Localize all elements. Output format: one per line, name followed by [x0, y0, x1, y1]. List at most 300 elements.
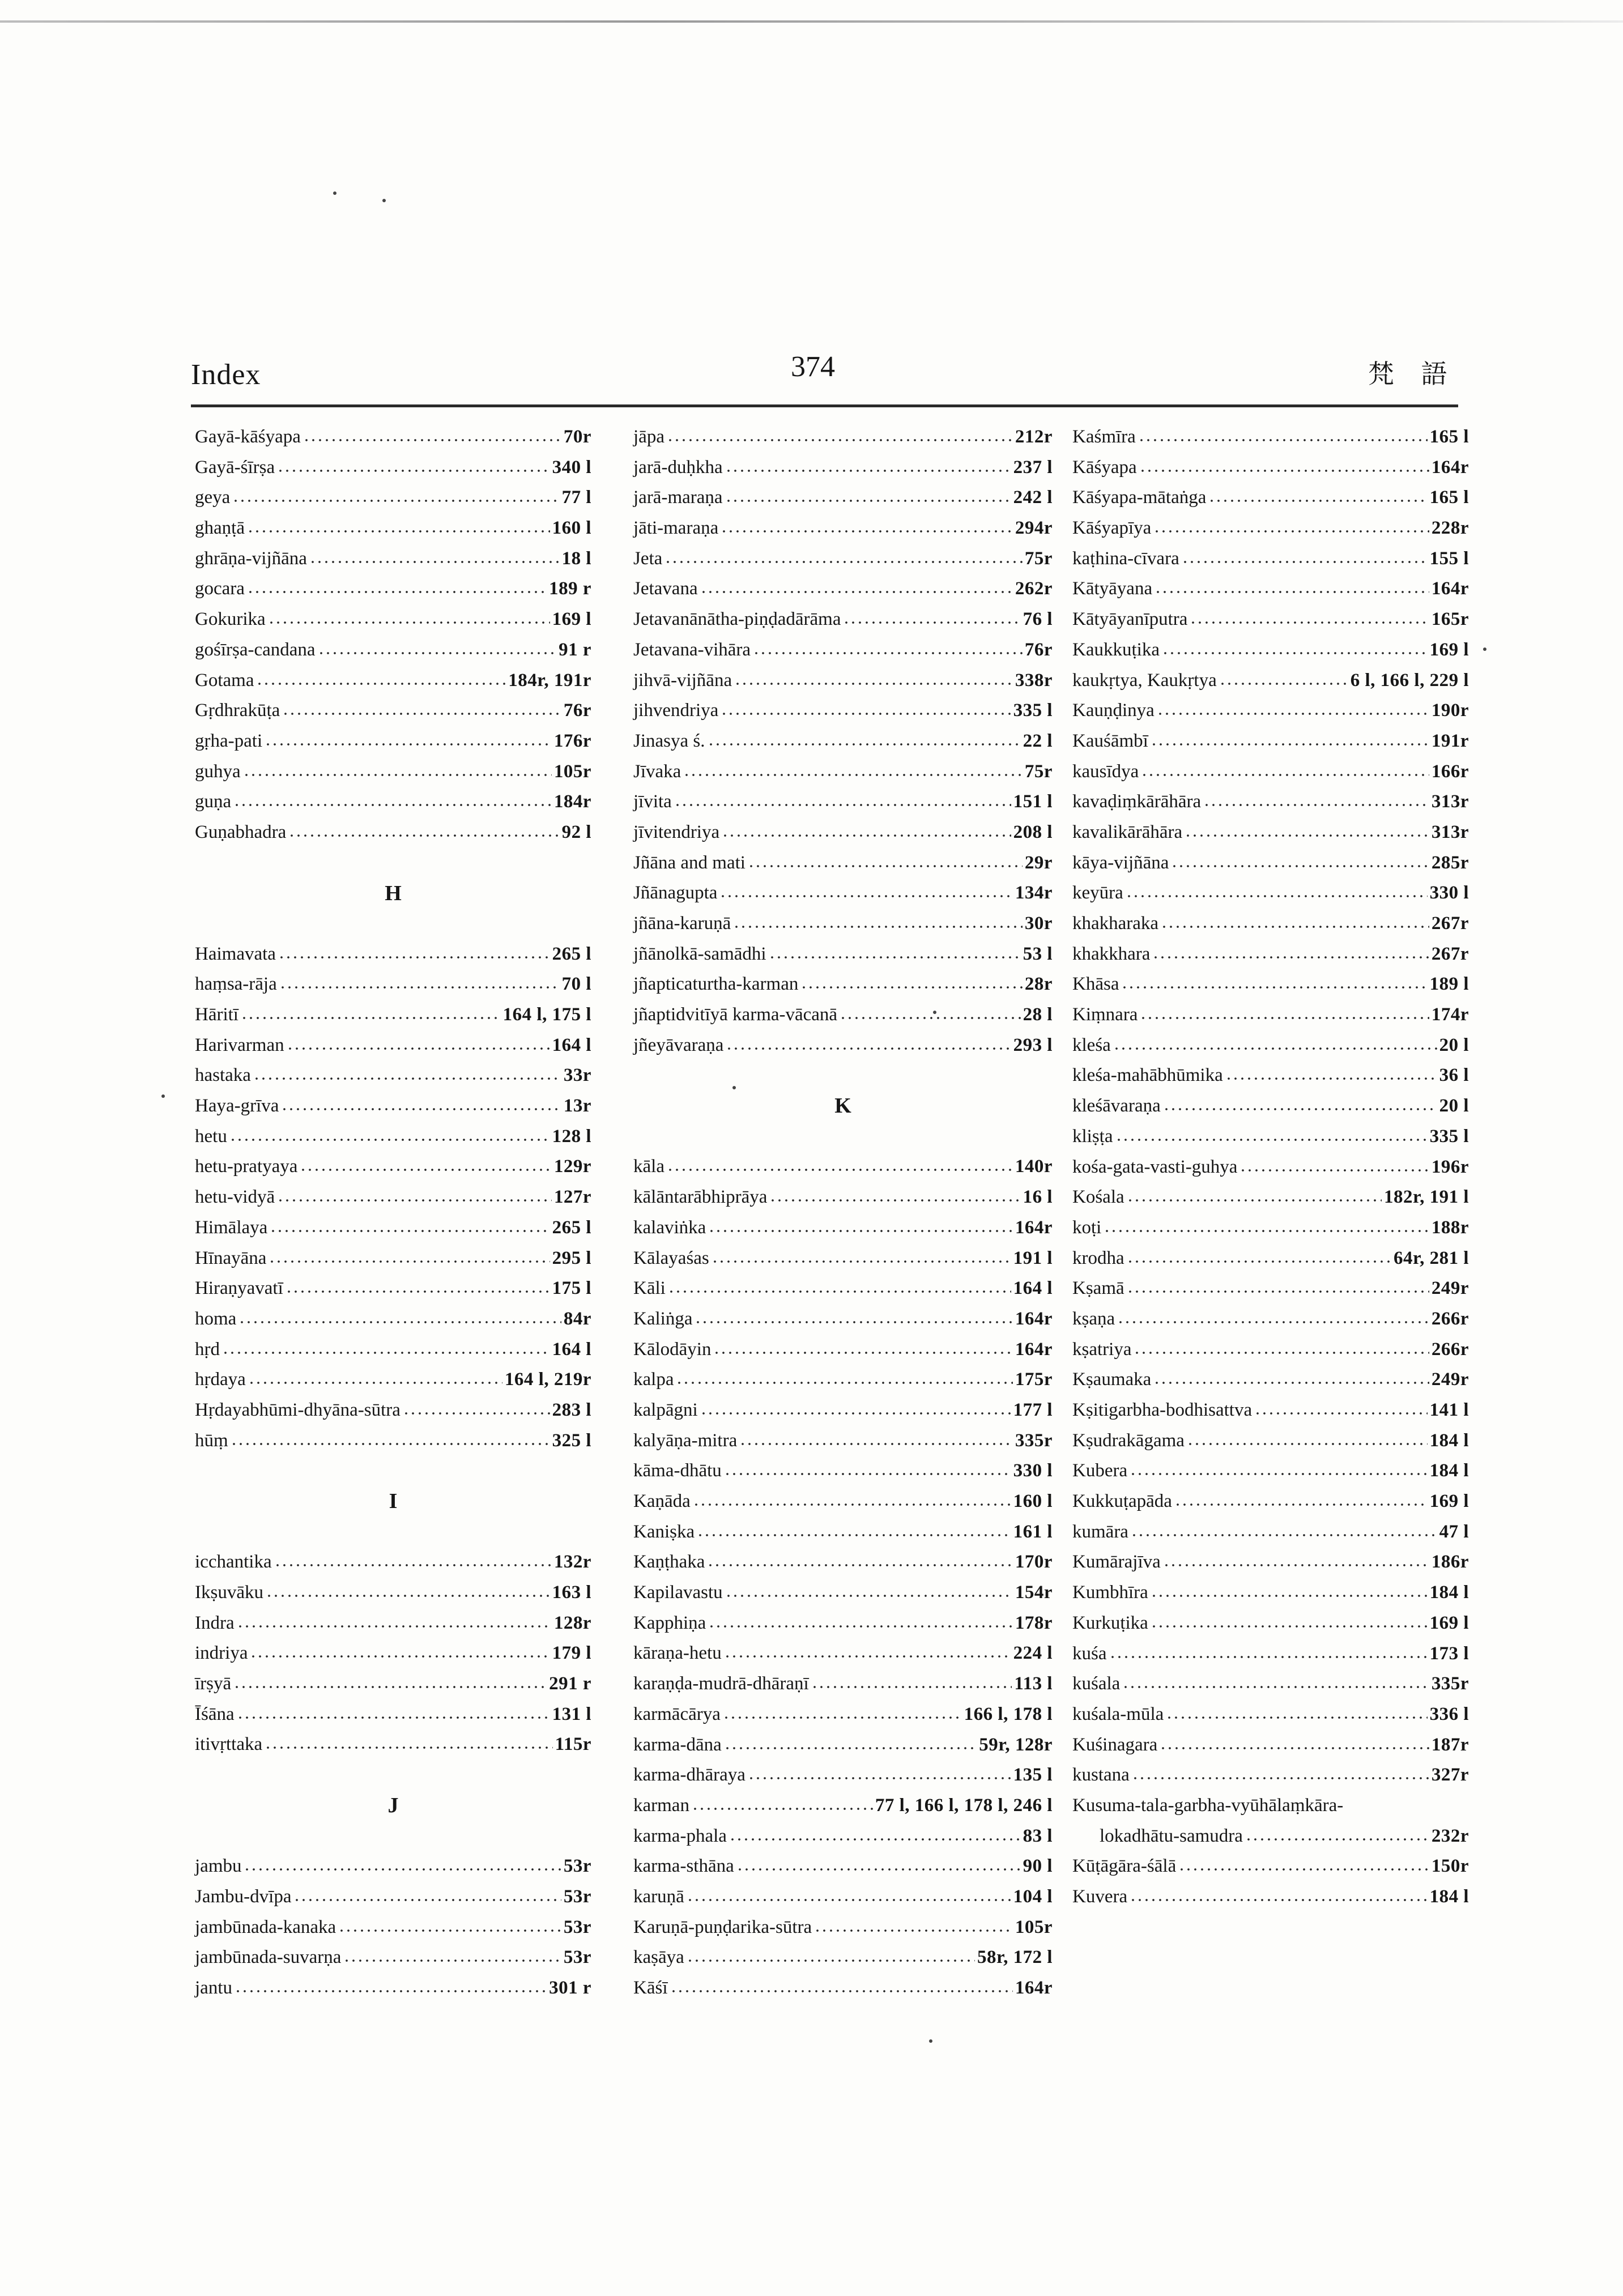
index-entry: [1072, 1851, 1469, 1882]
index-term: karma-phala: [633, 1825, 727, 1846]
dot-leader: [674, 788, 1011, 807]
index-page-ref: 184 l: [1429, 1430, 1469, 1451]
dot-leader: [1121, 970, 1427, 990]
index-page-ref: 182r, 191 l: [1383, 1187, 1469, 1208]
dot-leader: [725, 484, 1011, 503]
index-term: lokadhātu-samudra: [1100, 1825, 1243, 1846]
index-term: Kāli: [633, 1278, 666, 1299]
index-entry: [195, 604, 591, 635]
index-entry: [633, 1973, 1053, 2004]
index-term: Kośala: [1072, 1187, 1124, 1208]
dot-leader: [1157, 697, 1429, 716]
dot-leader: [293, 1883, 561, 1902]
index-entry: [1072, 1547, 1469, 1578]
index-page-ref: 184 l: [1429, 1582, 1469, 1603]
index-entry: [195, 1243, 591, 1274]
index-entry: [195, 1091, 591, 1122]
index-term: Kapphiṇa: [633, 1612, 706, 1633]
dot-leader: [1187, 1427, 1428, 1446]
index-page-ref: 327r: [1431, 1765, 1469, 1786]
index-page-ref: 53r: [563, 1916, 591, 1937]
index-page-ref: 164r: [1015, 1308, 1053, 1329]
index-entry: [1072, 513, 1469, 544]
index-entry: [1072, 1760, 1469, 1791]
group-i: [195, 1547, 591, 1760]
index-entry: [633, 1851, 1053, 1882]
index-term: Harivarman: [195, 1034, 284, 1055]
index-page-ref: 175r: [1015, 1369, 1053, 1390]
dot-leader: [719, 879, 1012, 898]
dot-leader: [713, 1336, 1012, 1355]
dot-leader: [736, 1852, 1021, 1872]
index-page-ref: 294r: [1015, 518, 1053, 539]
index-page-ref: 140r: [1015, 1156, 1053, 1177]
index-term: Kṣitigarbha-bodhisattva: [1072, 1400, 1253, 1420]
index-page-ref: 335r: [1015, 1430, 1053, 1451]
index-term: kausīdya: [1072, 761, 1139, 782]
dot-leader: [287, 1032, 550, 1051]
index-page-ref: 175 l: [552, 1278, 591, 1299]
index-entry: [195, 1547, 591, 1578]
index-term: jambūnada-suvarṇa: [195, 1947, 342, 1968]
dot-leader: [1130, 1457, 1427, 1476]
index-term: kaukṛtya, Kaukṛtya: [1072, 670, 1217, 691]
index-entry: [195, 696, 591, 726]
index-term: Jīvaka: [633, 761, 681, 782]
index-entry: [195, 453, 591, 483]
dot-leader: [1151, 1609, 1428, 1629]
index-page-ref: 22 l: [1023, 730, 1053, 751]
index-page-ref: 91 r: [559, 639, 591, 660]
index-entry: [633, 1943, 1053, 1973]
index-entry: [195, 1638, 591, 1669]
index-term: karuṇā: [633, 1886, 684, 1907]
index-term: Kāśyapīya: [1072, 518, 1152, 539]
index-term: kuśala: [1072, 1673, 1121, 1694]
dot-leader: [247, 514, 550, 534]
dot-leader: [1254, 1396, 1427, 1416]
index-page-ref: 237 l: [1013, 457, 1053, 478]
index-entry: [195, 1851, 591, 1882]
index-term: itivṛttaka: [195, 1734, 263, 1755]
dot-leader: [708, 1609, 1013, 1629]
index-entry: [1072, 1060, 1469, 1091]
index-term: hastaka: [195, 1065, 251, 1086]
index-term: hṛd: [195, 1339, 220, 1360]
index-entry: [633, 666, 1053, 696]
index-entry: [1072, 696, 1469, 726]
index-term: koṭi: [1072, 1217, 1102, 1238]
index-term: Kaśmīra: [1072, 427, 1136, 447]
index-page-ref: 28 l: [1023, 1004, 1053, 1025]
index-page-ref: 325 l: [552, 1430, 591, 1451]
dot-leader: [1109, 1640, 1428, 1659]
index-entry: [195, 635, 591, 666]
index-page-ref: 154r: [1015, 1582, 1053, 1603]
index-entry: [1072, 1578, 1469, 1608]
index-page-ref: 160 l: [552, 518, 591, 539]
dot-leader: [1153, 1366, 1429, 1385]
group-g: [195, 422, 591, 848]
index-term: Gokurika: [195, 609, 266, 630]
index-term: keyūra: [1072, 883, 1123, 904]
index-entry: [195, 1426, 591, 1456]
index-term: Haimavata: [195, 943, 276, 964]
dot-leader: [1163, 1092, 1437, 1111]
dot-leader: [721, 514, 1013, 534]
dot-leader: [300, 1153, 551, 1172]
index-entry: [633, 1365, 1053, 1395]
dot-leader: [231, 1427, 550, 1446]
index-column-3: [1072, 422, 1469, 1912]
index-page-ref: 170r: [1015, 1552, 1053, 1573]
index-term: hetu-pratyaya: [195, 1156, 298, 1177]
index-entry: [633, 848, 1053, 879]
index-page-ref: 164r: [1015, 1339, 1053, 1360]
index-entry: [1072, 848, 1469, 879]
index-page-ref: 335 l: [1429, 1126, 1469, 1147]
dot-leader: [270, 1214, 549, 1233]
index-entry: [195, 544, 591, 574]
index-term: Karuṇā-puṇḍarika-sūtra: [633, 1916, 812, 1937]
index-page-ref: 104 l: [1013, 1886, 1053, 1907]
dot-leader: [238, 1305, 561, 1324]
index-term: kāya-vijñāna: [1072, 852, 1169, 873]
index-entry: [633, 1395, 1053, 1426]
index-term: karma-sthāna: [633, 1856, 734, 1877]
index-page-ref: 53r: [563, 1947, 591, 1968]
index-term: homa: [195, 1308, 237, 1329]
index-entry: [633, 483, 1053, 513]
dot-leader: [247, 575, 547, 594]
index-entry: [633, 1730, 1053, 1761]
index-page-ref: 20 l: [1439, 1096, 1469, 1117]
index-term: Hīnayāna: [195, 1247, 267, 1268]
index-term: karman: [633, 1795, 689, 1816]
dot-leader: [667, 1153, 1013, 1172]
index-page-ref: 169 l: [552, 609, 591, 630]
index-page-ref: 76 l: [1023, 609, 1053, 630]
index-term: Guṇabhadra: [195, 821, 287, 842]
index-term: Kaṇṭhaka: [633, 1552, 705, 1573]
index-page-ref: 132r: [553, 1552, 591, 1573]
index-entry: [633, 1608, 1053, 1639]
dot-leader: [1127, 1245, 1391, 1264]
index-entry: [195, 1304, 591, 1335]
dot-leader: [1239, 1153, 1429, 1173]
index-term: jarā-maraṇa: [633, 487, 723, 508]
dot-leader: [664, 545, 1023, 564]
index-entry: [633, 422, 1053, 453]
index-entry: [195, 483, 591, 513]
index-page-ref: 293 l: [1013, 1034, 1053, 1055]
index-page-ref: 134r: [1015, 883, 1053, 904]
group-h: [195, 939, 591, 1456]
index-term: kuśala-mūla: [1072, 1703, 1164, 1724]
index-term: gocara: [195, 578, 245, 599]
index-entry: [633, 513, 1053, 544]
index-page-ref: 266r: [1431, 1339, 1469, 1360]
index-entry: [195, 574, 591, 604]
index-term: jāpa: [633, 427, 664, 447]
index-term: icchantika: [195, 1552, 272, 1573]
index-page-ref: 184r: [553, 791, 591, 812]
index-term: Kapilavastu: [633, 1582, 723, 1603]
index-page-ref: 76r: [1024, 639, 1053, 660]
index-page-ref: 92 l: [561, 821, 591, 842]
index-page-ref: 291 r: [549, 1673, 591, 1694]
index-page-ref: 340 l: [552, 457, 591, 478]
index-page-ref: 189 l: [1429, 974, 1469, 995]
index-term: kumāra: [1072, 1521, 1128, 1542]
index-page-ref: 267r: [1431, 943, 1469, 964]
dot-leader: [769, 940, 1021, 960]
dot-leader: [277, 1183, 552, 1203]
index-page-ref: 285r: [1431, 852, 1469, 873]
index-term: Gṛdhrakūṭa: [195, 700, 280, 721]
dot-leader: [243, 758, 552, 777]
index-entry: [1072, 1456, 1469, 1486]
index-term: kleśāvaraṇa: [1072, 1096, 1161, 1117]
index-page-ref: 75r: [1024, 761, 1053, 782]
index-entry: [1072, 787, 1469, 817]
index-page-ref: 90 l: [1023, 1856, 1053, 1877]
index-page-ref: 265 l: [552, 1217, 591, 1238]
index-term: Kauṇḍinya: [1072, 700, 1155, 721]
index-term: Kālayaśas: [633, 1247, 709, 1268]
dot-leader: [1104, 1214, 1429, 1233]
index-page-ref: 191 l: [1013, 1247, 1053, 1268]
dot-leader: [343, 1944, 561, 1963]
index-term: jantu: [195, 1977, 232, 1998]
index-term: kalpa: [633, 1369, 674, 1390]
index-entry: [1072, 817, 1469, 848]
index-term: kleśa-mahābhūmika: [1072, 1065, 1223, 1086]
index-term: jambūnada-kanaka: [195, 1916, 336, 1937]
index-page-ref: 58r, 172 l: [977, 1947, 1053, 1968]
index-page-ref: 266r: [1431, 1308, 1469, 1329]
index-entry: [195, 1882, 591, 1912]
dot-leader: [1153, 514, 1429, 534]
dot-leader: [1138, 423, 1428, 442]
index-term: kalaviṅka: [633, 1217, 706, 1238]
index-entry: [633, 1182, 1053, 1213]
dot-leader: [1140, 1001, 1429, 1020]
index-page-ref: 184 l: [1429, 1460, 1469, 1481]
index-term: kṣatriya: [1072, 1339, 1132, 1360]
index-page-ref: 228r: [1431, 518, 1469, 539]
index-page-ref: 242 l: [1013, 487, 1053, 508]
index-page-ref: 77 l, 166 l, 178 l, 246 l: [875, 1795, 1053, 1816]
index-entry: [633, 1152, 1053, 1182]
index-entry: [633, 1821, 1053, 1852]
dot-leader: [729, 1822, 1021, 1842]
dot-leader: [667, 423, 1013, 442]
index-page-ref: 164 l, 219r: [504, 1369, 591, 1390]
index-term: kāma-dhātu: [633, 1460, 722, 1481]
dot-leader: [303, 423, 561, 442]
dot-leader: [734, 667, 1013, 686]
index-page-ref: 283 l: [552, 1399, 591, 1420]
index-entry: [195, 422, 591, 453]
dot-leader: [1208, 484, 1427, 503]
index-entry: [195, 757, 591, 787]
index-term: Himālaya: [195, 1217, 268, 1238]
index-page-ref: 84r: [563, 1308, 591, 1329]
page-number: 374: [791, 351, 835, 383]
index-page-ref: 178r: [1015, 1612, 1053, 1633]
dot-leader: [1131, 1518, 1437, 1537]
index-term: Jñāna and mati: [633, 852, 746, 873]
dot-leader: [814, 1914, 1013, 1933]
index-page-ref: 30r: [1024, 913, 1053, 934]
index-entry: [1072, 1091, 1469, 1122]
index-entry: [633, 1669, 1053, 1699]
dot-leader: [1155, 575, 1429, 594]
index-page-ref: 165 l: [1429, 487, 1469, 508]
index-entry: [195, 1030, 591, 1061]
index-term: Kaliṅga: [633, 1308, 693, 1329]
index-term: Gayā-kāśyapa: [195, 427, 301, 447]
index-entry: [1072, 1000, 1469, 1030]
index-page-ref: 53 l: [1023, 943, 1053, 964]
index-entry: [1072, 1791, 1469, 1821]
index-term: kaṭhina-cīvara: [1072, 548, 1179, 569]
index-term: jñapticaturtha-karman: [633, 974, 799, 995]
dot-leader: [282, 697, 561, 716]
index-page-ref: 115r: [555, 1734, 591, 1755]
group-j: [195, 1851, 591, 2003]
index-page-ref: 131 l: [552, 1703, 591, 1724]
index-page-ref: 75r: [1024, 548, 1053, 569]
index-term: Kṣudrakāgama: [1072, 1430, 1185, 1451]
index-entry: [1072, 1335, 1469, 1365]
index-term: karaṇḍa-mudrā-dhāraṇī: [633, 1673, 809, 1694]
section-letter-h: H: [385, 881, 402, 905]
index-entry: [1072, 1699, 1469, 1730]
index-entry: [195, 1122, 591, 1152]
dot-leader: [843, 606, 1020, 625]
index-term: Kaniṣka: [633, 1521, 695, 1542]
index-entry: [195, 1699, 591, 1730]
dot-leader: [278, 940, 550, 960]
index-term: kliṣṭa: [1072, 1126, 1113, 1147]
dot-leader: [1171, 849, 1429, 868]
index-term: kleśa: [1072, 1034, 1111, 1055]
index-term: kālāntarābhiprāya: [633, 1187, 768, 1208]
dot-leader: [753, 636, 1023, 655]
index-term: jñeyāvaraṇa: [633, 1034, 724, 1055]
index-term: Hiraṇyavatī: [195, 1278, 283, 1299]
index-term: kuśa: [1072, 1643, 1107, 1664]
index-page-ref: 249r: [1431, 1369, 1469, 1390]
index-page-ref: 189 r: [549, 578, 591, 599]
index-page-ref: 64r, 281 l: [1393, 1247, 1469, 1268]
dot-leader: [811, 1670, 1012, 1689]
index-page-ref: 169 l: [1429, 1491, 1469, 1512]
index-page-ref: 76r: [563, 700, 591, 721]
index-term: Hṛdayabhūmi-dhyāna-sūtra: [195, 1399, 401, 1420]
index-entry: [633, 1304, 1053, 1335]
index-term: geya: [195, 487, 231, 508]
index-term: khakkhara: [1072, 943, 1151, 964]
index-page-ref: 224 l: [1013, 1643, 1053, 1664]
dot-leader: [723, 1701, 962, 1720]
index-page-ref: 105r: [553, 761, 591, 782]
index-term: jihvā-vijñāna: [633, 670, 732, 691]
index-page-ref: 164r: [1015, 1978, 1053, 1998]
index-entry: [633, 453, 1053, 483]
index-entry: [633, 696, 1053, 726]
index-page-ref: 161 l: [1013, 1521, 1053, 1542]
index-page-ref: 232r: [1431, 1825, 1469, 1846]
dot-leader: [338, 1914, 561, 1933]
index-term: Khāsa: [1072, 974, 1119, 995]
section-letter-k: K: [834, 1094, 851, 1118]
index-entry: [633, 1791, 1053, 1821]
index-term: Gayā-śīrṣa: [195, 457, 275, 478]
index-page-ref: 179 l: [552, 1643, 591, 1664]
dot-leader: [725, 1579, 1013, 1598]
index-term: Kuśinagara: [1072, 1734, 1158, 1755]
dot-leader: [1225, 1062, 1437, 1081]
index-term: Jetavanānātha-piṇḍadārāma: [633, 609, 841, 630]
index-page-ref: 70 l: [561, 974, 591, 995]
index-page-ref: 173 l: [1429, 1643, 1469, 1664]
index-page-ref: 313r: [1431, 821, 1469, 842]
index-entry: [633, 1699, 1053, 1730]
index-page-ref: 165 l: [1429, 427, 1469, 447]
dot-leader: [266, 1579, 550, 1598]
index-term: haṃsa-rāja: [195, 974, 277, 995]
index-entry: [633, 1517, 1053, 1548]
index-page-ref: 155 l: [1429, 548, 1469, 569]
index-term: ghrāṇa-vijñāna: [195, 548, 307, 569]
index-page-ref: 249r: [1431, 1278, 1469, 1299]
index-entry: [1072, 1243, 1469, 1274]
index-term: Kumārajīva: [1072, 1552, 1161, 1573]
index-entry: [633, 1456, 1053, 1486]
dot-leader: [1160, 1731, 1429, 1750]
scan-edge-line: [0, 20, 1623, 23]
index-page-ref: 160 l: [1013, 1491, 1053, 1511]
index-entry: [1072, 1304, 1469, 1335]
index-page-ref: 29r: [1024, 852, 1053, 873]
index-page-ref: 164 l, 175 l: [502, 1004, 591, 1025]
dot-leader: [1245, 1822, 1429, 1842]
dot-leader: [1132, 1761, 1429, 1780]
index-term: Kukkuṭapāda: [1072, 1491, 1172, 1512]
index-term: Hāritī: [195, 1004, 238, 1025]
dot-leader: [700, 1396, 1011, 1416]
index-page-ref: 166 l, 178 l: [964, 1703, 1053, 1724]
index-entry: [1072, 939, 1469, 970]
index-page-ref: 127r: [553, 1187, 591, 1208]
index-column-2: [633, 422, 1053, 2004]
index-page-ref: 184 l: [1429, 1886, 1469, 1907]
dot-leader: [222, 1336, 550, 1355]
index-entry: [1072, 483, 1469, 513]
dot-leader: [1185, 819, 1429, 838]
index-page-ref: 295 l: [552, 1247, 591, 1268]
index-entry: [633, 757, 1053, 787]
dot-leader: [233, 788, 552, 807]
index-term: Kātyāyanīputra: [1072, 609, 1188, 630]
index-page-ref: 70r: [563, 427, 591, 447]
index-term: krodha: [1072, 1247, 1124, 1268]
dot-leader: [229, 1123, 550, 1142]
dot-leader: [687, 1944, 975, 1963]
